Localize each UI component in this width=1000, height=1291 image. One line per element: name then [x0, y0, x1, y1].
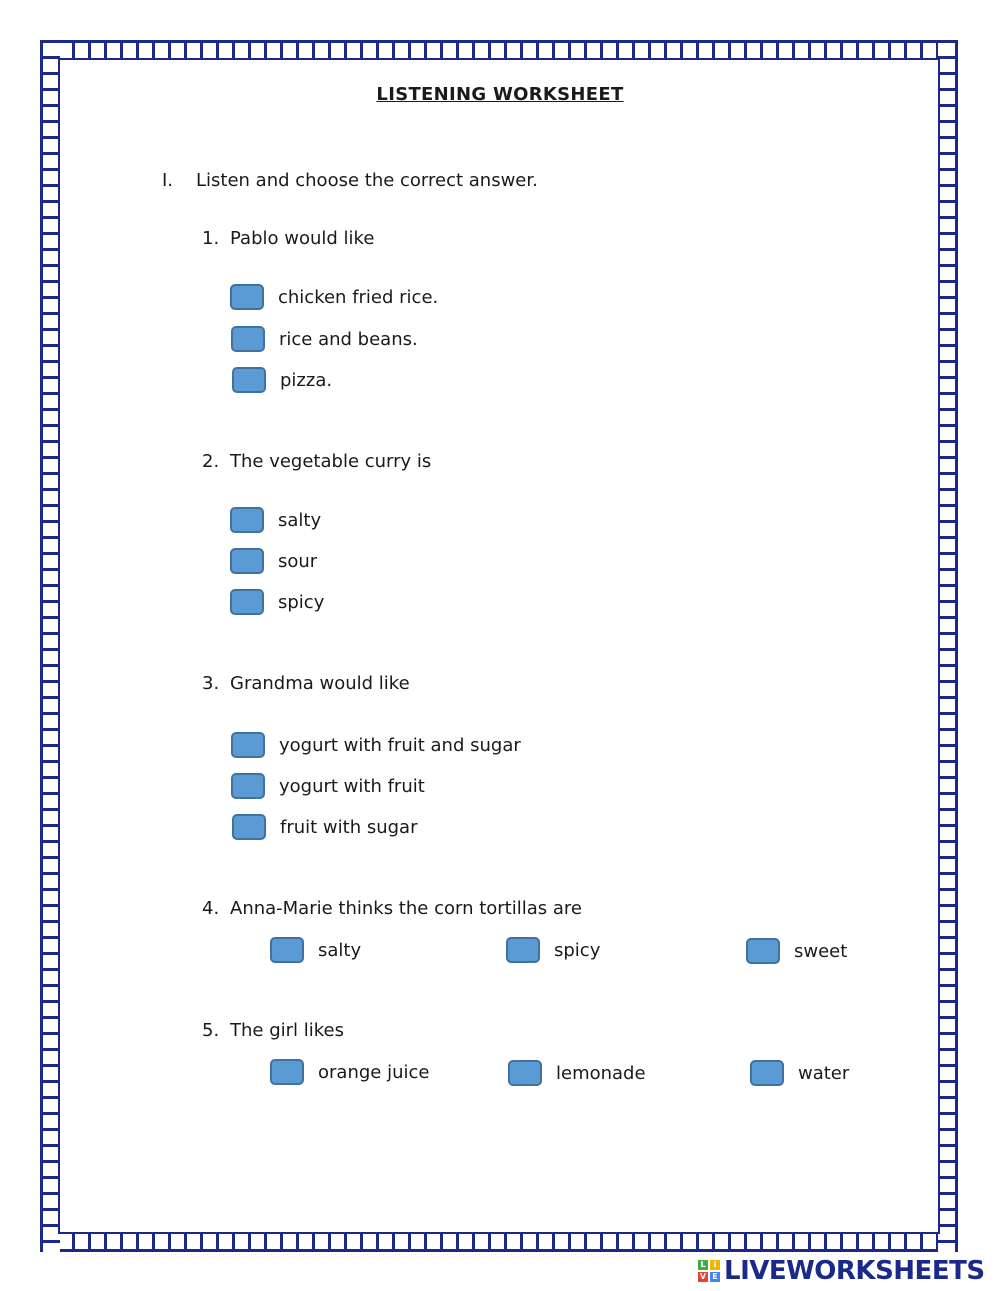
checkbox[interactable] — [231, 773, 265, 799]
option-label: yogurt with fruit — [279, 775, 425, 797]
checkbox[interactable] — [230, 284, 264, 310]
checkbox[interactable] — [230, 548, 264, 574]
option-label: salty — [318, 939, 362, 961]
option-label: orange juice — [318, 1061, 430, 1083]
option-label: pizza. — [280, 369, 333, 391]
q2-option-2[interactable] — [230, 546, 317, 576]
option-label: rice and beans. — [279, 328, 418, 350]
option-label: sweet — [794, 940, 848, 962]
question-text: The girl likes — [230, 1020, 344, 1041]
checkbox[interactable] — [506, 937, 540, 963]
question-text: Grandma would like — [230, 673, 410, 694]
question-5 — [202, 1020, 344, 1041]
checkbox[interactable] — [750, 1060, 784, 1086]
worksheet-title: LISTENING WORKSHEET — [376, 84, 624, 105]
checkbox[interactable] — [508, 1060, 542, 1086]
page-border-left — [40, 40, 60, 1252]
logo-mark-letter: L — [698, 1260, 708, 1270]
q3-option-2[interactable] — [231, 771, 425, 801]
logo-mark-letter: V — [699, 1272, 707, 1281]
checkbox[interactable] — [231, 326, 265, 352]
q1-option-1[interactable] — [230, 282, 438, 312]
option-label: water — [798, 1062, 850, 1084]
checkbox[interactable] — [746, 938, 780, 964]
checkbox[interactable] — [230, 507, 264, 533]
question-text: The vegetable curry is — [230, 451, 432, 472]
page-border-right — [938, 40, 958, 1252]
question-number: 4. — [202, 898, 220, 919]
question-text: Pablo would like — [230, 228, 375, 249]
logo-mark-letter: E — [710, 1272, 720, 1282]
question-number: 5. — [202, 1020, 220, 1041]
question-number: 3. — [202, 673, 220, 694]
option-label: lemonade — [556, 1062, 646, 1084]
liveworksheets-logo[interactable] — [698, 1256, 985, 1286]
option-label: spicy — [554, 939, 601, 961]
checkbox[interactable] — [232, 367, 266, 393]
q3-option-3[interactable] — [232, 812, 417, 842]
question-number: 1. — [202, 228, 220, 249]
checkbox[interactable] — [231, 732, 265, 758]
q1-option-3[interactable] — [232, 365, 332, 395]
q3-option-1[interactable] — [231, 730, 521, 760]
question-1 — [202, 228, 374, 249]
logo-mark-letter: I — [710, 1260, 720, 1270]
q4-option-3[interactable] — [746, 936, 847, 966]
q4-option-1[interactable] — [270, 935, 361, 965]
q5-option-1[interactable] — [270, 1057, 429, 1087]
question-2 — [202, 451, 431, 472]
q5-option-2[interactable] — [508, 1058, 646, 1088]
checkbox[interactable] — [232, 814, 266, 840]
q4-option-2[interactable] — [506, 935, 600, 965]
option-label: fruit with sugar — [280, 816, 418, 838]
checkbox[interactable] — [270, 937, 304, 963]
page-border-bottom — [40, 1232, 958, 1252]
section-text: Listen and choose the correct answer. — [196, 170, 538, 191]
page-border-top — [40, 40, 958, 60]
option-label: sour — [278, 550, 318, 572]
q2-option-3[interactable] — [230, 587, 324, 617]
q5-option-3[interactable] — [750, 1058, 849, 1088]
option-label: spicy — [278, 591, 325, 613]
question-text: Anna-Marie thinks the corn tortillas are — [230, 898, 582, 919]
checkbox[interactable] — [270, 1059, 304, 1085]
checkbox[interactable] — [230, 589, 264, 615]
option-label: yogurt with fruit and sugar — [279, 734, 521, 756]
option-label: chicken fried rice. — [278, 286, 439, 308]
section-instruction — [162, 170, 538, 191]
question-number: 2. — [202, 451, 220, 472]
question-4 — [202, 898, 582, 919]
q2-option-1[interactable] — [230, 505, 321, 535]
logo-text: LIVEWORKSHEETS — [724, 1256, 985, 1286]
question-3 — [202, 673, 410, 694]
section-number: I. — [162, 170, 174, 191]
liveworksheets-logo-icon — [698, 1260, 720, 1282]
option-label: salty — [278, 509, 322, 531]
q1-option-2[interactable] — [231, 324, 418, 354]
